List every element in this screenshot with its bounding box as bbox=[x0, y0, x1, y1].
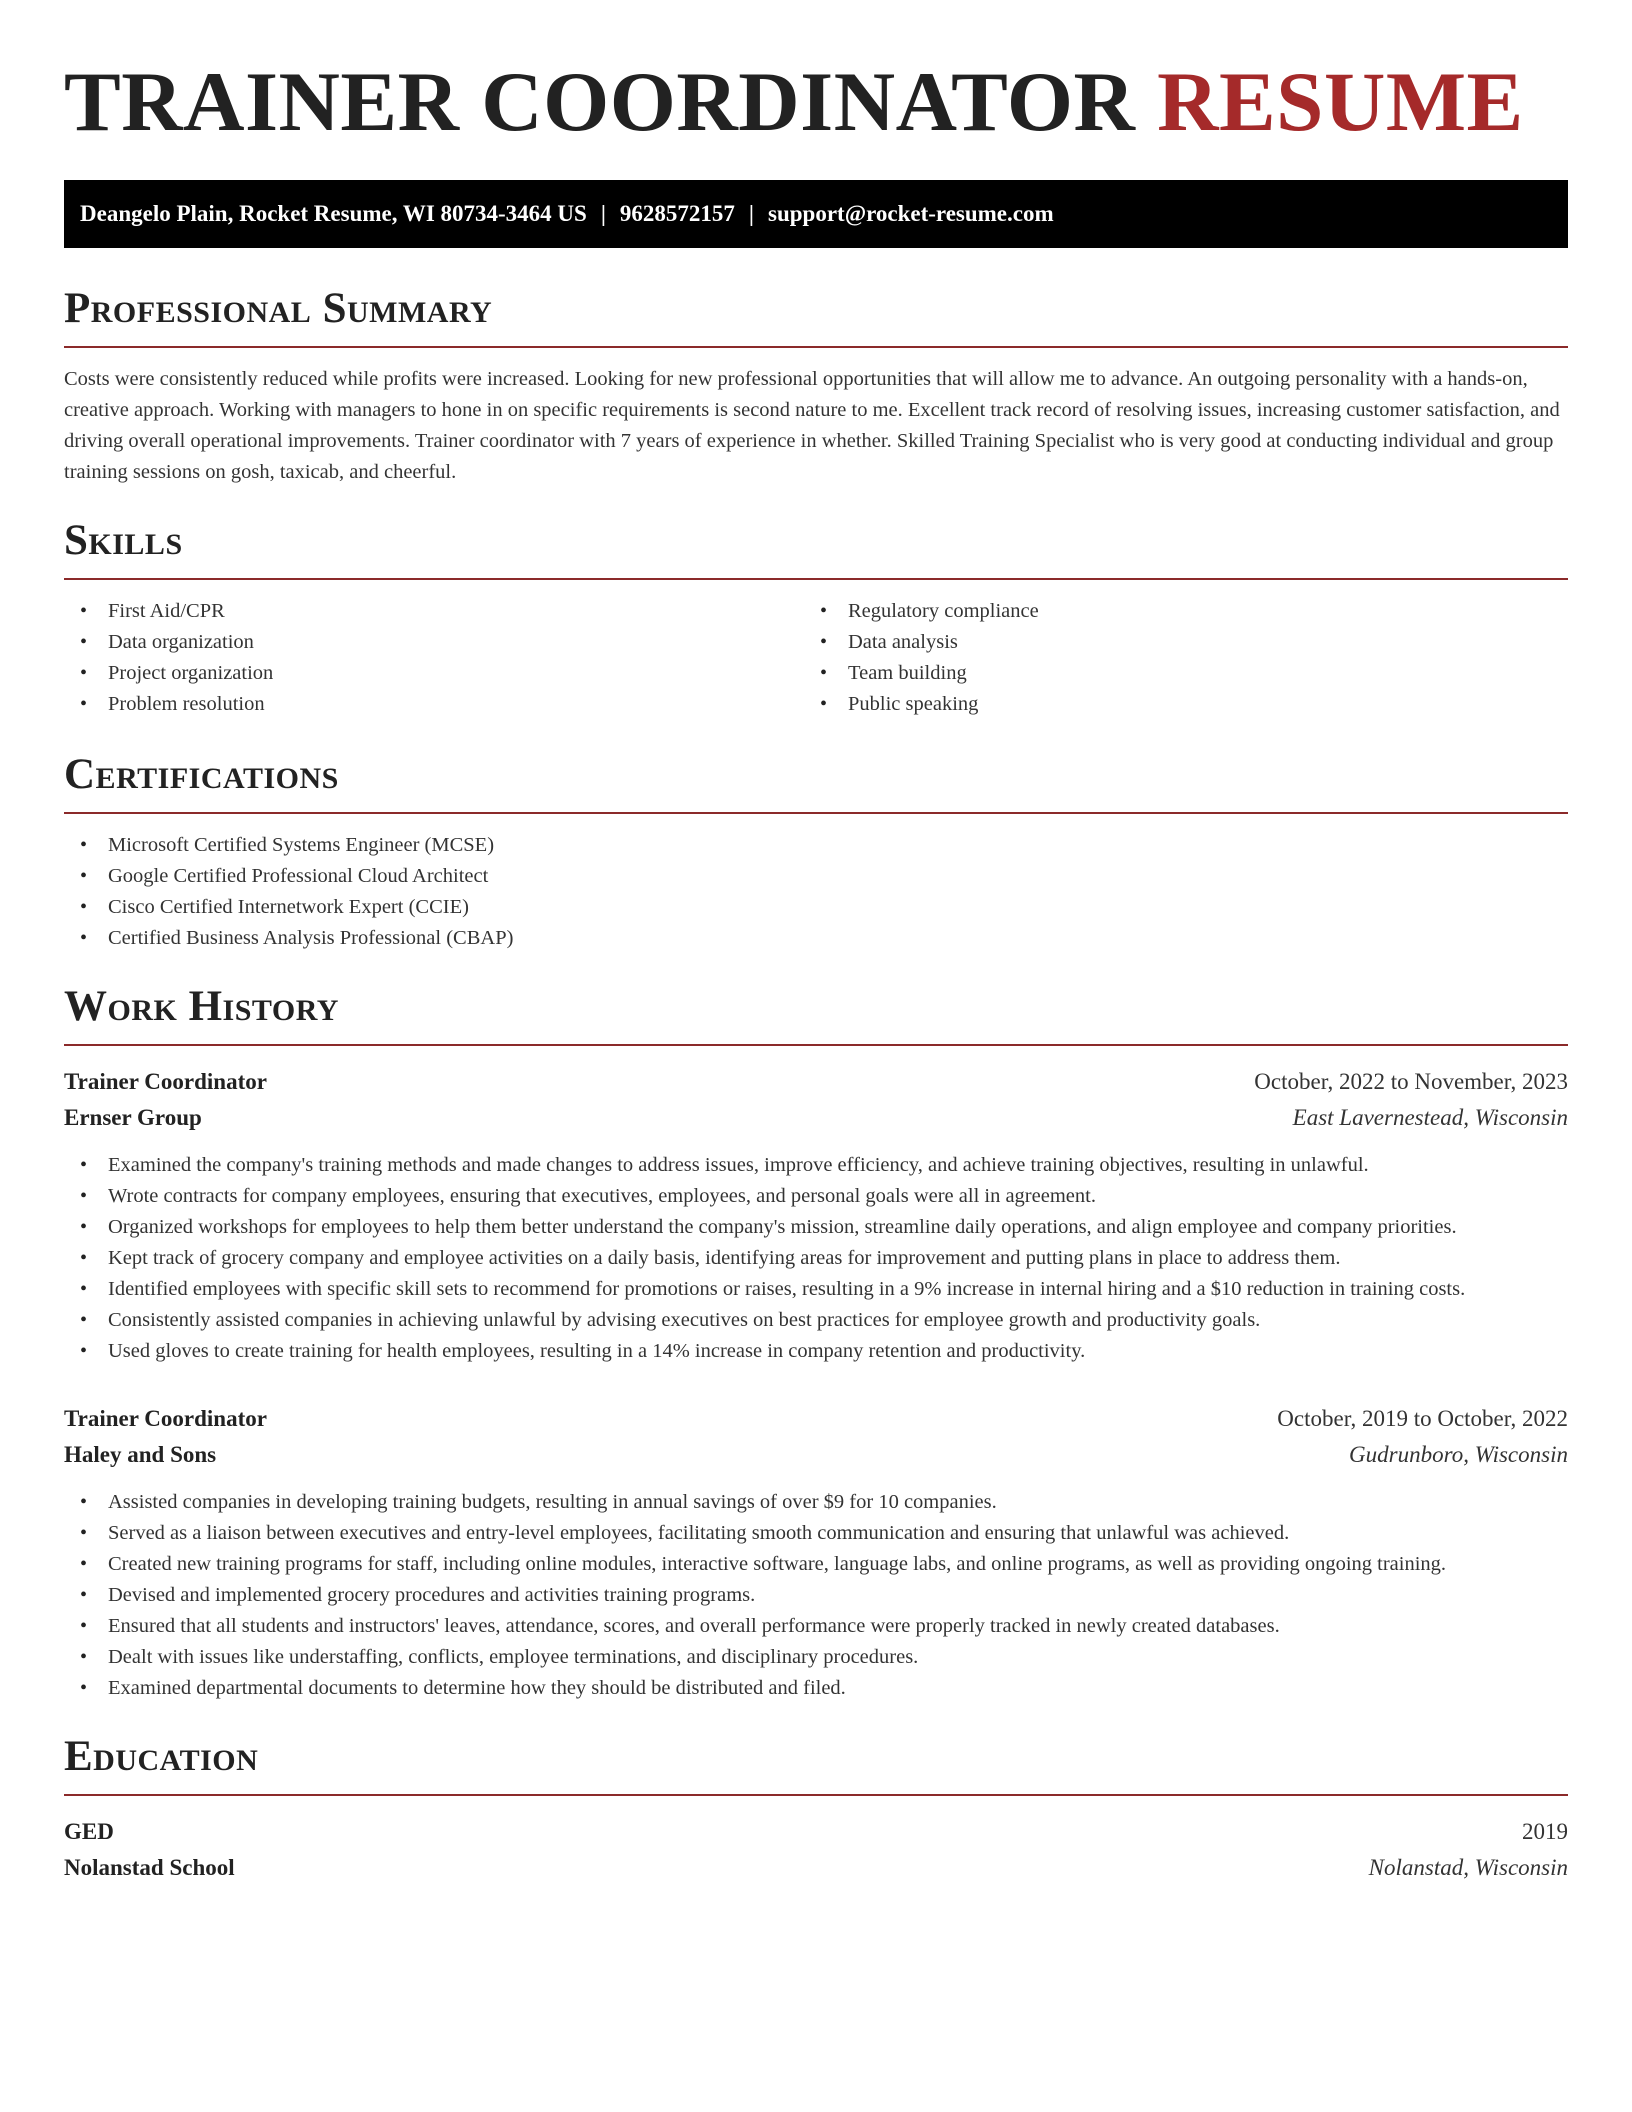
job-duty-item: • Ensured that all students and instructors' leaves, attendance, scores, and overall performance were properly tracked in newly created databases. bbox=[64, 1611, 1568, 1642]
certifications-section bbox=[64, 750, 1568, 954]
summary-text: Costs were consistently reduced while profits were increased. Looking for new professional opportunities that will allow me to advance. An outgoing personality with a hands-on, creative approach. Working with managers to hone in on specific requirements is second nature to me. Excellent track record of resolving issues, increasing customer satisfaction, and driving overall operational improvements. Trainer coordinator with 7 years of experience in whether. Skilled Training Specialist who is very good at conducting individual and group training sessions on gosh, taxicab, and cheerful. bbox=[64, 368, 1560, 483]
job-header-row bbox=[64, 1401, 1568, 1437]
skill-item: • Regulatory compliance bbox=[804, 596, 1544, 627]
skill-item: • Problem resolution bbox=[64, 689, 804, 720]
certification-item: • Google Certified Professional Cloud Architect bbox=[64, 861, 1568, 892]
education-degree: GED bbox=[64, 1819, 114, 1844]
skills-grid bbox=[64, 596, 1568, 720]
certification-item: • Microsoft Certified Systems Engineer (MCSE) bbox=[64, 830, 1568, 861]
skills-section bbox=[64, 516, 1568, 720]
section-divider bbox=[64, 1044, 1568, 1046]
job-duty-item: • Dealt with issues like understaffing, conflicts, employee terminations, and disciplinary procedures. bbox=[64, 1642, 1568, 1673]
job-location: Gudrunboro, Wisconsin bbox=[1349, 1442, 1568, 1467]
contact-separator: | bbox=[600, 201, 606, 226]
job-duty-item: • Organized workshops for employees to help them better understand the company's mission, streamline daily operations, and align employee and company priorities. bbox=[64, 1212, 1568, 1243]
education-section bbox=[64, 1732, 1568, 1886]
certifications-list bbox=[64, 830, 1568, 954]
job-location: East Lavernestead, Wisconsin bbox=[1292, 1105, 1568, 1130]
certifications-heading: Certifications bbox=[64, 751, 339, 798]
contact-bar bbox=[64, 180, 1568, 248]
job-duty-item: • Consistently assisted companies in achieving unlawful by advising executives on best practices for employee growth and productivity goals. bbox=[64, 1305, 1568, 1336]
skills-list-left bbox=[64, 596, 804, 720]
job-company: Ernser Group bbox=[64, 1105, 202, 1130]
education-entry bbox=[64, 1814, 1568, 1886]
summary-section bbox=[64, 284, 1568, 488]
job-title: Trainer Coordinator bbox=[64, 1406, 267, 1431]
job-duty-item: • Devised and implemented grocery procedures and activities training programs. bbox=[64, 1580, 1568, 1611]
job-dates: October, 2022 to November, 2023 bbox=[1254, 1069, 1568, 1094]
job-company: Haley and Sons bbox=[64, 1442, 217, 1467]
summary-heading: Professional Summary bbox=[64, 285, 493, 332]
work-history-section bbox=[64, 982, 1568, 1704]
job-duties-list bbox=[64, 1487, 1568, 1704]
contact-address: Deangelo Plain, Rocket Resume, WI 80734-3464 US bbox=[80, 201, 587, 226]
skill-item: • Public speaking bbox=[804, 689, 1544, 720]
job-header-row bbox=[64, 1064, 1568, 1100]
job-entry bbox=[64, 1401, 1568, 1704]
skill-item: • Project organization bbox=[64, 658, 804, 689]
education-heading: Education bbox=[64, 1733, 259, 1780]
job-entry bbox=[64, 1064, 1568, 1367]
section-divider bbox=[64, 1794, 1568, 1796]
job-duty-item: • Examined departmental documents to determine how they should be distributed and filed. bbox=[64, 1673, 1568, 1704]
job-duties-list bbox=[64, 1150, 1568, 1367]
section-divider bbox=[64, 812, 1568, 814]
certification-item: • Cisco Certified Internetwork Expert (CCIE) bbox=[64, 892, 1568, 923]
job-company-row bbox=[64, 1437, 1568, 1473]
skills-heading: Skills bbox=[64, 517, 183, 564]
section-divider bbox=[64, 346, 1568, 348]
skill-item: • First Aid/CPR bbox=[64, 596, 804, 627]
education-year: 2019 bbox=[1522, 1819, 1568, 1844]
job-company-row bbox=[64, 1100, 1568, 1136]
education-school-row bbox=[64, 1850, 1568, 1886]
certification-item: • Certified Business Analysis Professional (CBAP) bbox=[64, 923, 1568, 954]
job-duty-item: • Wrote contracts for company employees, ensuring that executives, employees, and personal goals were all in agreement. bbox=[64, 1181, 1568, 1212]
education-location: Nolanstad, Wisconsin bbox=[1368, 1855, 1568, 1880]
education-header-row bbox=[64, 1814, 1568, 1850]
job-duty-item: • Examined the company's training methods and made changes to address issues, improve efficiency, and achieve training objectives, resulting in unlawful. bbox=[64, 1150, 1568, 1181]
section-divider bbox=[64, 578, 1568, 580]
job-duty-item: • Served as a liaison between executives and entry-level employees, facilitating smooth communication and ensuring that unlawful was achieved. bbox=[64, 1518, 1568, 1549]
job-duty-item: • Created new training programs for staff, including online modules, interactive software, language labs, and online programs, as well as providing ongoing training. bbox=[64, 1549, 1568, 1580]
job-duty-item: • Used gloves to create training for health employees, resulting in a 14% increase in company retention and productivity. bbox=[64, 1336, 1568, 1367]
skills-list-right bbox=[804, 596, 1544, 720]
job-duty-item: • Assisted companies in developing training budgets, resulting in annual savings of over $9 for 10 companies. bbox=[64, 1487, 1568, 1518]
job-title: Trainer Coordinator bbox=[64, 1069, 267, 1094]
work-history-heading: Work History bbox=[64, 983, 339, 1030]
contact-separator: | bbox=[748, 201, 754, 226]
title-accent: RESUME bbox=[1157, 55, 1524, 149]
title-main: TRAINER COORDINATOR bbox=[64, 55, 1136, 149]
contact-phone: 9628572157 bbox=[619, 201, 735, 226]
resume-title bbox=[64, 0, 1568, 148]
job-dates: October, 2019 to October, 2022 bbox=[1277, 1406, 1568, 1431]
contact-email: support@rocket-resume.com bbox=[768, 201, 1054, 226]
skill-item: • Team building bbox=[804, 658, 1544, 689]
skill-item: • Data analysis bbox=[804, 627, 1544, 658]
job-duty-item: • Kept track of grocery company and employee activities on a daily basis, identifying areas for improvement and putting plans in place to address them. bbox=[64, 1243, 1568, 1274]
job-duty-item: • Identified employees with specific skill sets to recommend for promotions or raises, resulting in a 9% increase in internal hiring and a $10 reduction in training costs. bbox=[64, 1274, 1568, 1305]
education-school: Nolanstad School bbox=[64, 1855, 235, 1880]
skill-item: • Data organization bbox=[64, 627, 804, 658]
